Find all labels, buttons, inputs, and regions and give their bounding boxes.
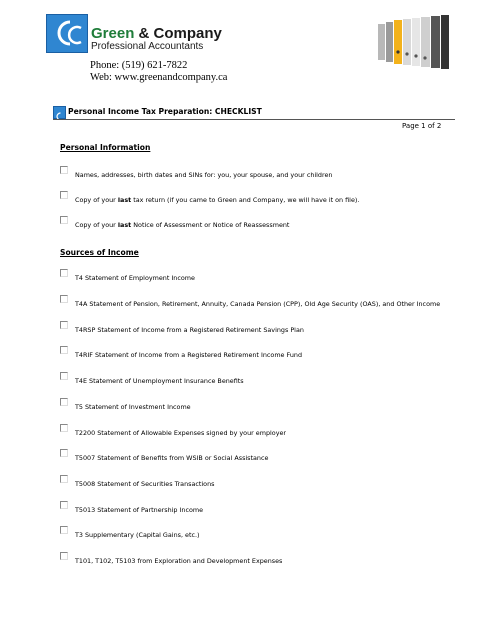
website-address: Web: www.greenandcompany.ca (90, 72, 228, 83)
checkbox-t3[interactable] (60, 526, 68, 534)
checklist-item: Copy of your last Notice of Assessment or Notice of Reassessment (75, 221, 290, 229)
checkbox-last-tax-return[interactable] (60, 191, 68, 199)
section-heading-personal-information: Personal Information (60, 143, 151, 152)
checkbox-names[interactable] (60, 166, 68, 174)
small-logo-icon (53, 106, 66, 119)
section-heading-sources-of-income: Sources of Income (60, 248, 139, 257)
company-subtitle: Professional Accountants (91, 41, 204, 52)
checklist-item: T4RSP Statement of Income from a Registered Retirement Savings Plan (75, 326, 304, 334)
checklist-item: Names, addresses, birth dates and SINs for: you, your spouse, and your children (75, 171, 333, 179)
binders-image (374, 14, 450, 70)
company-name: Green & Company (91, 25, 222, 42)
checklist-item: T4RIF Statement of Income from a Registered Retirement Income Fund (75, 351, 302, 359)
page-number: Page 1 of 2 (402, 122, 442, 130)
checklist-item: T2200 Statement of Allowable Expenses signed by your employer (75, 429, 287, 437)
checklist-item: T5013 Statement of Partnership Income (75, 506, 204, 514)
title-divider (53, 119, 455, 120)
checklist-item: T3 Supplementary (Capital Gains, etc.) (75, 531, 200, 539)
phone-number: Phone: (519) 621-7822 (90, 60, 188, 71)
checkbox-t5[interactable] (60, 398, 68, 406)
checkbox-t5007[interactable] (60, 449, 68, 457)
company-logo (46, 14, 88, 53)
checkbox-t4a[interactable] (60, 295, 68, 303)
checklist-item: T4 Statement of Employment Income (75, 274, 195, 282)
checkbox-t4rif[interactable] (60, 346, 68, 354)
document-title: Personal Income Tax Preparation: CHECKLIST (68, 107, 262, 116)
checklist-item: Copy of your last tax return (if you came to Green and Company, we will have it on file). (75, 196, 360, 204)
checklist-item: T5 Statement of Investment Income (75, 403, 191, 411)
checkbox-t4rsp[interactable] (60, 321, 68, 329)
checklist-item: T101, T102, T5103 from Exploration and Development Expenses (75, 557, 283, 565)
checkbox-t4[interactable] (60, 269, 68, 277)
checkbox-notice-of-assessment[interactable] (60, 216, 68, 224)
checklist-item: T4E Statement of Unemployment Insurance Benefits (75, 377, 244, 385)
checkbox-t4e[interactable] (60, 372, 68, 380)
checklist-item: T5008 Statement of Securities Transactions (75, 480, 215, 488)
checkbox-t101[interactable] (60, 552, 68, 560)
checkbox-t2200[interactable] (60, 424, 68, 432)
checklist-item: T5007 Statement of Benefits from WSIB or Social Assistance (75, 454, 269, 462)
checkbox-t5008[interactable] (60, 475, 68, 483)
checklist-item: T4A Statement of Pension, Retirement, Annuity, Canada Pension (CPP), Old Age Security (OAS), and Other Income (75, 300, 441, 308)
checkbox-t5013[interactable] (60, 501, 68, 509)
